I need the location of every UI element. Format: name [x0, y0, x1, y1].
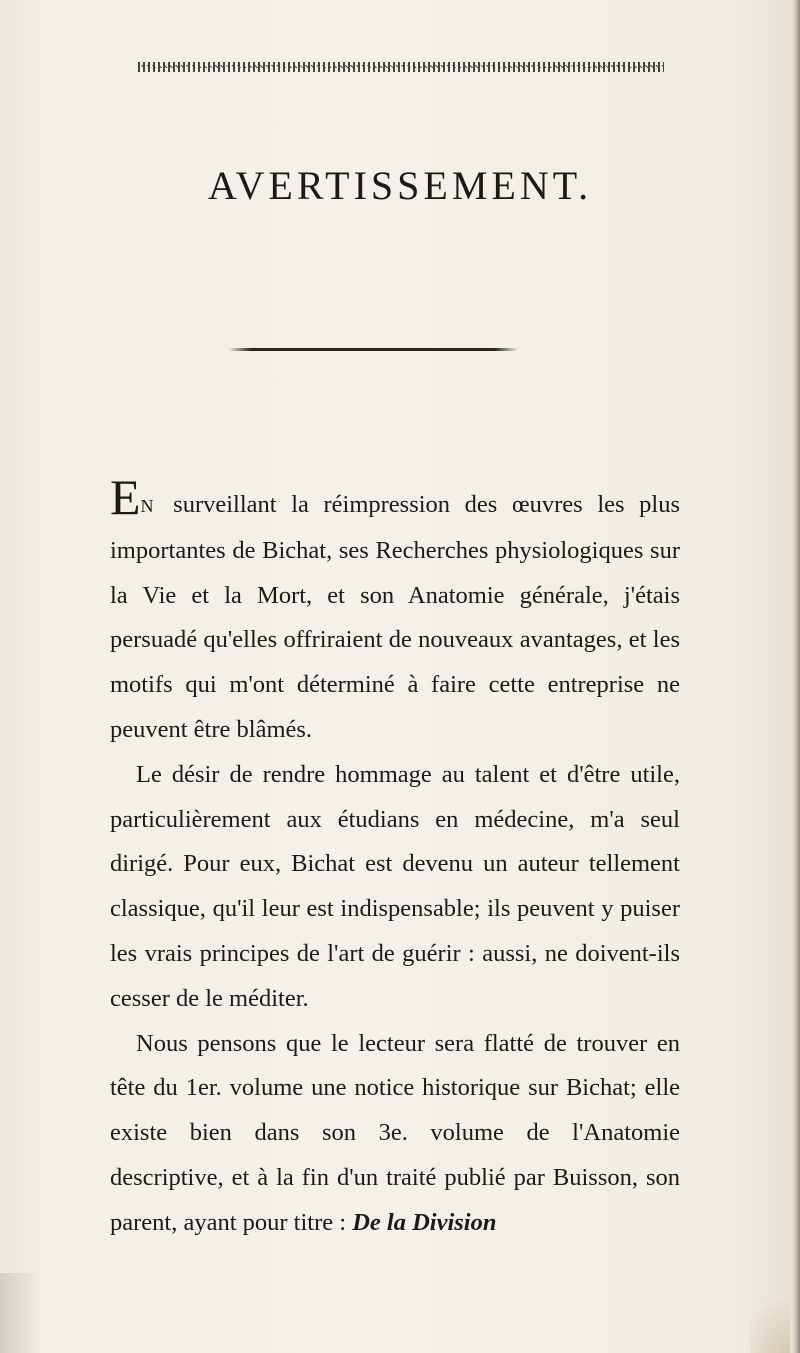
paragraph-3-text: Nous pensons que le lecteur sera flatté de trouver en tête du 1er. volume une notice historique sur Bichat; elle existe bien dans son 3e. volume de l'Anatomie descriptive, et à la fin d'un traité publié par Buisson, son parent, ayant pour titre :: [110, 1029, 680, 1236]
drop-cap-lead: N: [140, 496, 155, 516]
page-stain: [750, 1283, 790, 1353]
page-shadow: [0, 1273, 40, 1353]
page-title: AVERTISSEMENT.: [207, 163, 593, 208]
title-divider: [228, 348, 518, 351]
paragraph-1: [110, 469, 681, 753]
ornamental-rule: [138, 62, 664, 72]
drop-cap: E: [110, 469, 141, 525]
paragraph-2-text: Le désir de rendre hommage au talent et d'être utile, particulièrement aux étudians en médecine, m'a seul dirigé. Pour eux, Bichat est devenu un auteur tellement classique, qu'il leur est indispensable; ils peuvent y puiser les vrais principes de l'art de guérir : aussi, ne doivent-ils cesser de le méditer.: [110, 760, 680, 1012]
paragraph-3-italic-title: De la Division: [352, 1208, 497, 1236]
body-text: [110, 469, 681, 1246]
page-edge: [792, 0, 800, 1353]
paragraph-3: [110, 1022, 680, 1246]
paragraph-2: [110, 753, 680, 1022]
paragraph-1-text: surveillant la réimpression des œuvres les plus importantes de Bichat, ses Recherches physiologiques sur la Vie et la Mort, et son Anatomie générale, j'étais persuadé qu'elles offriraient de nouveaux avantages, et les motifs qui m'ont déterminé à faire cette entreprise ne peuvent être blâmés.: [110, 491, 681, 743]
